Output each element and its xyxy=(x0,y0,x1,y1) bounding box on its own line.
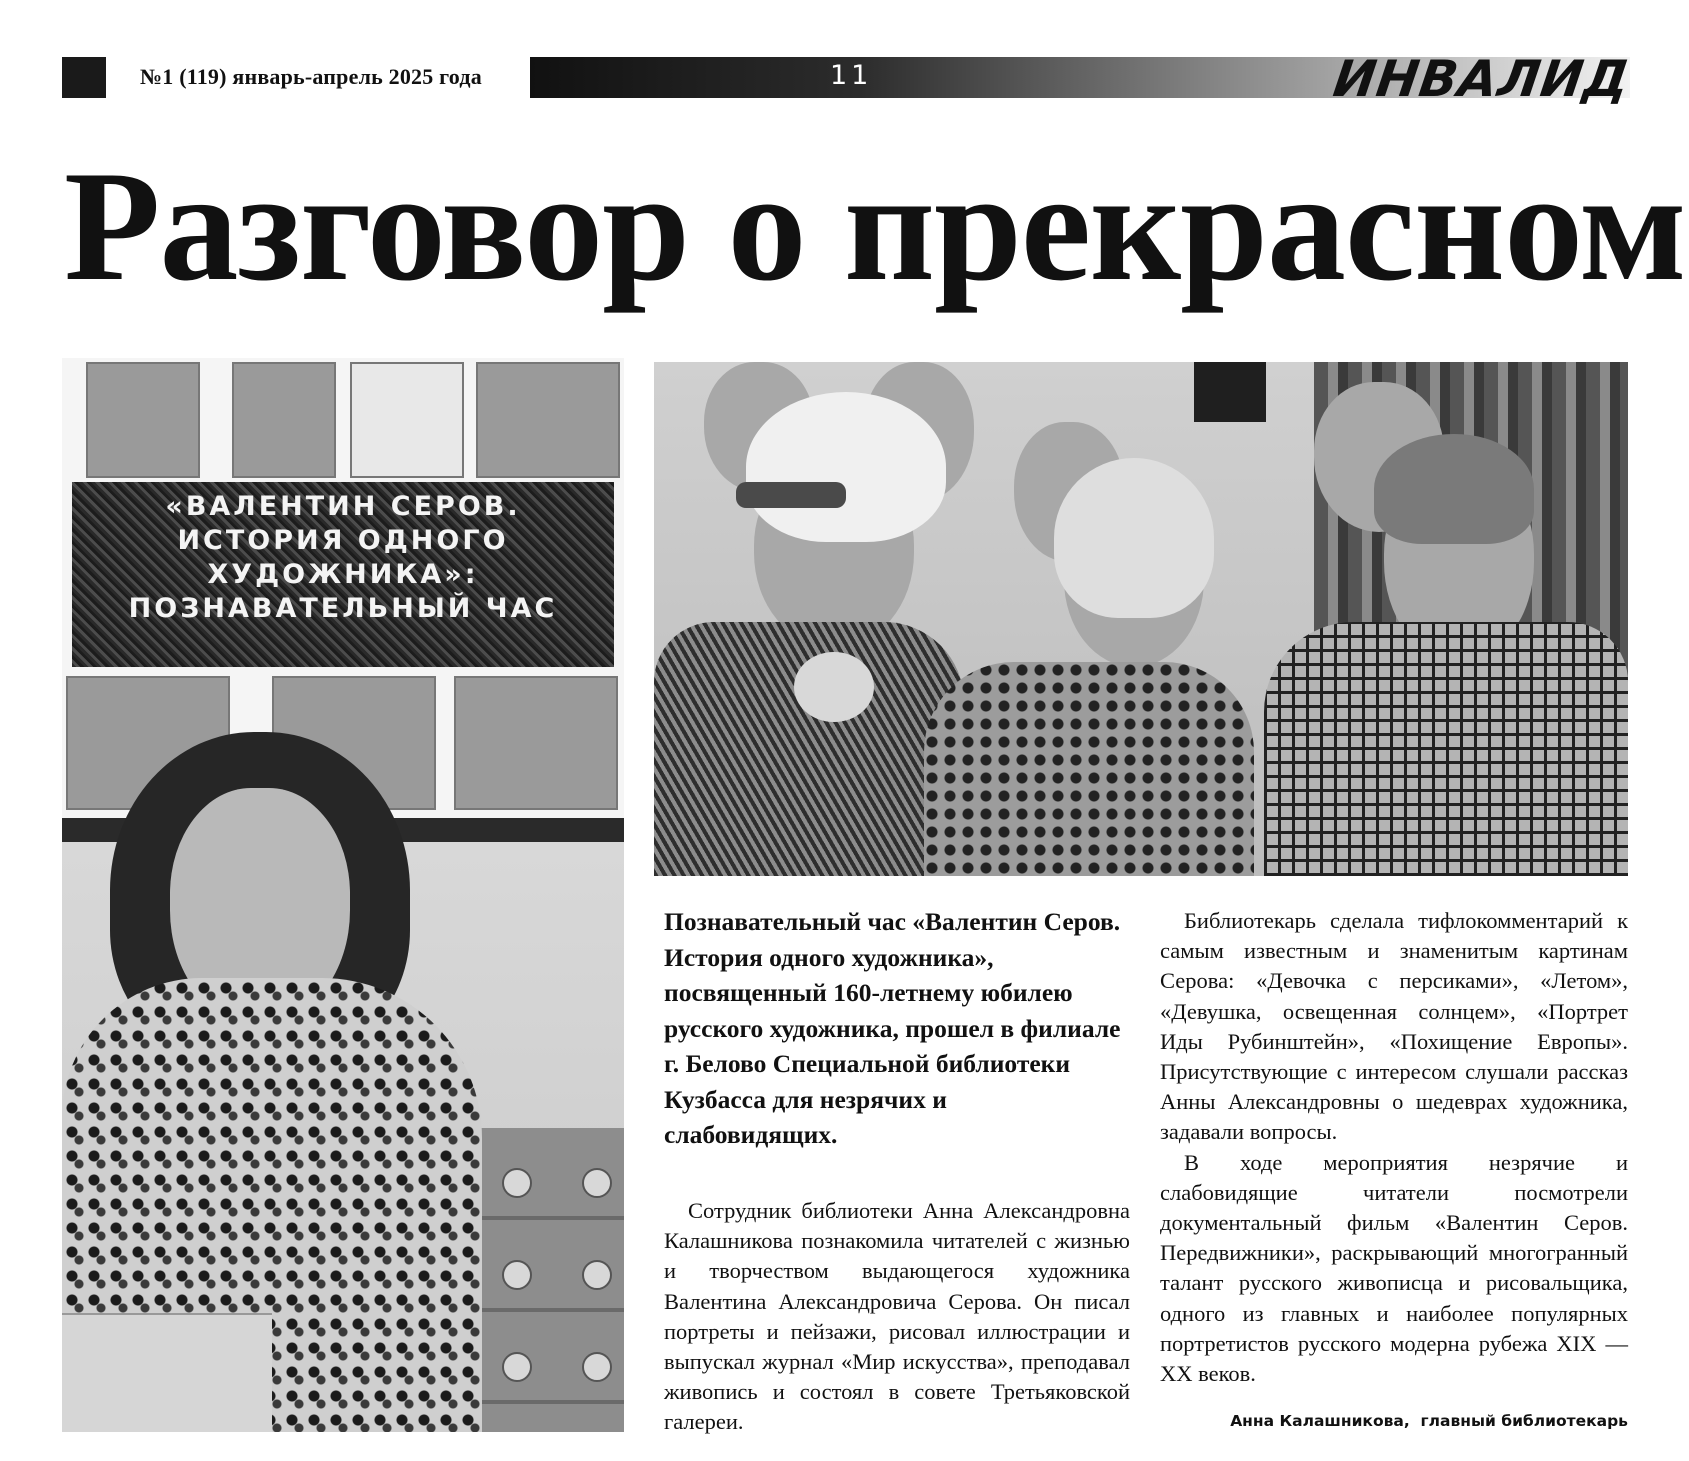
banner-line: ИСТОРИЯ ОДНОГО xyxy=(177,525,509,556)
issue-info: №1 (119) январь-апрель 2025 года xyxy=(140,64,482,89)
article-paragraph: Библиотекарь сделала тифлокомментарий к самым известным и знаменитым картинам Серова: «Девочка с персиками», «Летом», «Девушка, освещенная солнцем», «Портрет Иды Рубинштейн», «Похищение Европы». Присутствующие с интересом слушали рассказ Анны Александровны о шедеврах художника, задавали вопросы. xyxy=(1160,908,1628,1145)
event-banner xyxy=(72,482,614,667)
article-byline: Анна Калашникова, главный библиотекарь xyxy=(1230,1412,1628,1430)
article-lead: Познавательный час «Валентин Серов. История одного художника», посвященный 160-летнему юбилею русского художника, прошел в филиале г. Белово Специальной библиотеки Кузбасса для незрячих и слабовидящих. xyxy=(664,907,1121,1149)
article-right-column xyxy=(1160,906,1628,1389)
page-number: 11 xyxy=(830,60,873,91)
header-block-marker xyxy=(62,57,106,98)
photo-librarian xyxy=(62,358,624,1432)
banner-line: ПОЗНАВАТЕЛЬНЫЙ ЧАС xyxy=(128,593,558,624)
article-paragraph: В ходе мероприятия незрячие и слабовидящие читатели посмотрели документальный фильм «Валентин Серов. Передвижники», раскрывающий многогранный талант русского живописца и рисовальщика, одного из главных и наиболее популярных портретистов русского модерна рубежа XIX — XX веков. xyxy=(1160,1149,1628,1387)
newspaper-logo: ИНВАЛИД xyxy=(1329,50,1634,108)
banner-line: «ВАЛЕНТИН СЕРОВ. xyxy=(165,491,521,522)
article-title: Разговор о прекрасном xyxy=(64,139,1686,314)
article-paragraph: Сотрудник библиотеки Анна Александровна Калашникова познакомила читателей с жизнью и творчеством выдающегося художника Валентина Александровича Серова. Он писал портреты и пейзажи, рисовал иллюстрации и выпускал журнал «Мир искусства», преподавал живопись и состоял в совете Третьяковской галереи. xyxy=(664,1198,1130,1435)
banner-line: ХУДОЖНИКА»: xyxy=(207,559,479,590)
photo-audience xyxy=(654,362,1628,876)
